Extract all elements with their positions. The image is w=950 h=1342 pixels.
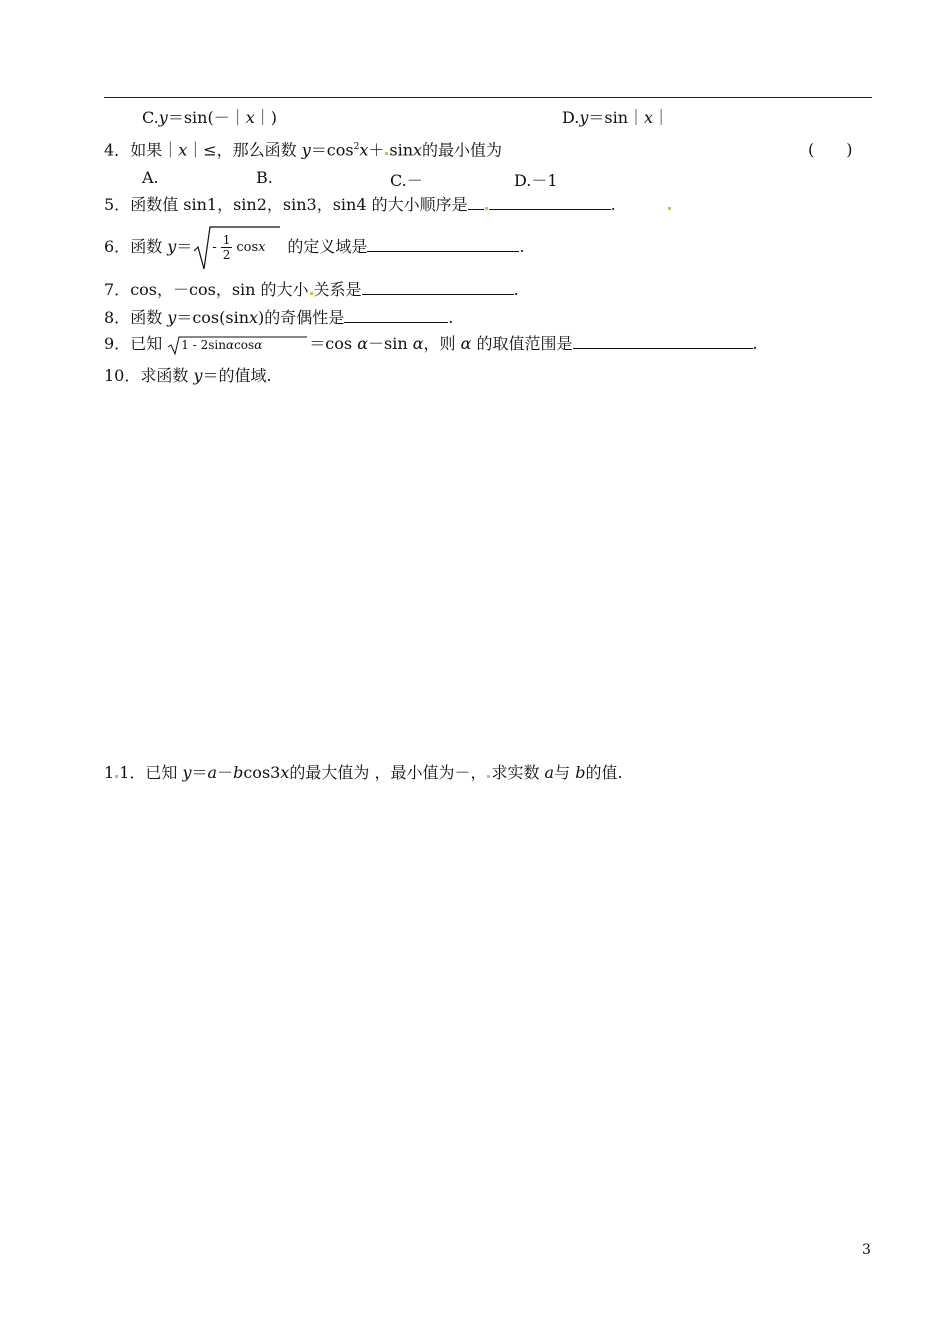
- answer-blank: [489, 195, 611, 210]
- q4-option-c: C.－: [390, 171, 423, 190]
- question-4: 4．如果｜x｜≤，那么函数 $y=\cos^2x+ \sin x$的最小值为: [104, 140, 503, 160]
- page-number: 3: [862, 1242, 871, 1258]
- question-7: 7．cos，－cos，sin 的大小 关系是 .: [104, 280, 519, 299]
- option-c: C.y＝sin(－｜x｜): [142, 108, 277, 127]
- mark-dot: [115, 775, 118, 778]
- q4-option-b: B.: [256, 168, 273, 187]
- option-d: D.y＝sin｜x｜: [562, 108, 670, 127]
- fraction: $\frac{1}{2}$: [222, 232, 231, 262]
- answer-blank: [344, 308, 448, 323]
- mark-dot: [485, 207, 488, 210]
- sqrt-expression: 1 - 2sinαcosα: [167, 335, 309, 355]
- mark-dot: [385, 152, 388, 155]
- question-6: 6．函数 y＝ - $\frac{1}{2}$ cosx 的定义域是 .: [104, 224, 525, 270]
- header-rule: [104, 97, 872, 98]
- mark-dot: [310, 292, 313, 295]
- sqrt-expression: - $\frac{1}{2}$ cosx: [192, 225, 282, 271]
- question-5: 5．函数值 sin1，sin2，sin3，sin4 的大小顺序是 .: [104, 195, 672, 215]
- answer-blank: [367, 237, 519, 252]
- question-8: 8．函数 y＝cos(sinx)的奇偶性是 .: [104, 308, 454, 327]
- answer-blank: [468, 195, 484, 210]
- q4-option-d: D.－1: [514, 171, 558, 190]
- mark-dot: [668, 207, 671, 210]
- q4-option-a: A.: [142, 168, 159, 187]
- answer-blank: [573, 334, 753, 349]
- question-11: 1 1．已知 y＝a－bcos3x的最大值为 ，最小值为－， 求实数 a与 b的值.: [104, 763, 623, 782]
- mark-dot: [487, 775, 490, 778]
- question-10: 10．求函数 y＝的值域.: [104, 366, 272, 385]
- answer-blank: [362, 280, 514, 295]
- question-9: 9．已知 1 - 2sinαcosα ＝cos α－sin α，则 α 的取值范围是 .: [104, 334, 758, 353]
- answer-paren: ( ): [808, 140, 853, 159]
